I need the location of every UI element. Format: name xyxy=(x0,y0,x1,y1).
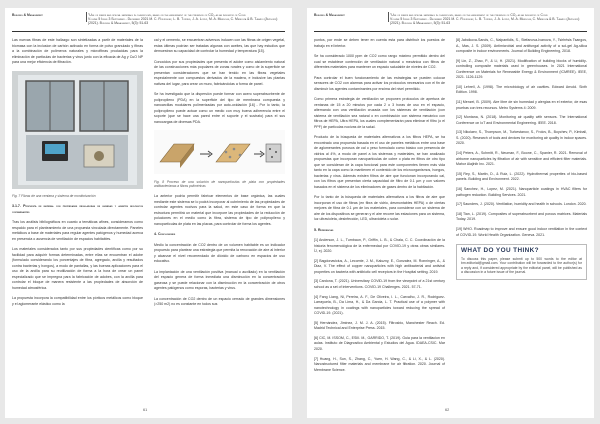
figure-caption: Fig. 7 Fibras de una ventana y sistema de monitorización xyxy=(12,194,96,198)
left-page xyxy=(5,8,292,418)
section-heading: 5. Referencias xyxy=(314,227,334,232)
reference-item: [3] Cardona, T. (2021). Universitary COVID-19 from the viewpoint of a 21st century school as a set of interventions. COVID-19 Challenges. 2021. 57-71. xyxy=(314,279,445,289)
paragraph: Medio la concentración de CO2 dentro de un volumen habitable es un indicador propuesto para plantear una estrategia que permita la renovación de aire al interior y alcanzar el nivel recomendado de dióxido de carbono en espacios de uso educativo. xyxy=(154,242,285,264)
paragraph: Se ha investigado que la dispersión puede formar con acero superabsorbente de polipropileno (PDA) en la superficie del tipo de membrana compuesta y nanoarcillas modulares polimerizadas por auto-oxidación [16] - Por lo tanto, la polipropileno puede actuar como un medio con muy buena adherencia entre el soporte (que se hace una pared entre el soporte y el sustrato) para el sus nanocargas de diversas PDA. xyxy=(154,92,285,124)
reference-item: [18] Tian, L. (2019). Composites of superabsorbent and porous matrices. Materials Today. 2019. xyxy=(456,211,587,222)
journal-section: Building & Management xyxy=(314,13,345,17)
paragraph: cal y el cemento, se encuentran adversos inducen con las fibras de origen vegetal, estas últimas podrían ser tratadas algunas con aceites, las que hay estudios que demuestran su capacidad de controlar la humedad y temperatura [15]. xyxy=(154,38,285,53)
paragraph: Conocidos por sus propiedades que presenta el adobe como aislamiento natural de las construcciones más populares de zonas rurales y como de la superficie se presentan consideraciones que se han tenido en las fibras vegetales especialmente con compuestos derivados de la madera, e inclusive las plantas nativas del lugar, para crear un muro, fabricándolas a forma de panel. xyxy=(154,59,285,86)
reference-item: [13] Nikolaev, S., Thompson, M., Turkestanov, S., Frolov, B., Boychev, P., Kimball, S. (2020). Research of tools and devices for monitoring air quality in indoor spaces. 2020. xyxy=(456,130,587,146)
reference-item: [15] Rey, S., Martin, D., & Ruiz, L. (2022). Hydrothermal properties of bio-based panels. Building and Environment. 2022. xyxy=(456,171,587,182)
reference-item: [14] Peters, A., Schmitt, R., Neuman, F., Boone, C., Spanier, R. 2021. Removal of airborne nanoparticles by filtration of air with sensitive and efficient filter materials. Mahor Alajlnib Inc. 2021. xyxy=(456,151,587,167)
box-title: WHAT DO YOU THINK? xyxy=(461,247,539,255)
paragraph: Como primera estrategia de ventilación se proponen protocolos de apertura de ventanas de 15 a 20 minutos por cada 2 o 3 horas de uso en el espacio, alternando con una ventilación cruzada con los sistemas de ventilación (con sistema de ventilación sea natural o en combinación con sistema mecánico con filtros de HEPA, Ultra HEPA, los cuales complementarán para eliminar el filtro (o el PPF) de partículas nocivas de la salud. xyxy=(314,97,445,129)
reference-item: [12] Montana, N. (2018). Monitoring air quality with sensors. The International Conference on IoT and Environmental Engineering. IEEE. 2018. xyxy=(456,115,587,125)
page-header xyxy=(12,12,285,32)
header-divider xyxy=(86,12,87,22)
paragraph: La anterior podría permitir fabricar elementos de base orgánica, las cuales mediante este sistema se lo podrá incorporar al cubrimiento de las propiedades de controlar agentes nocivos para la salud, en este caso de forma en que la estructura permitirá un material que incorpore las propiedades de la reducción de poluciones en el medio como la fibra, sistema de tipo de polipropileno y nanopartículas de plata en las placas, para controlar de forma los agentes. xyxy=(154,194,285,226)
reference-item: [6] CIC, M. ISSOM, C., ESIII. M., GARRIDO, T. (2019). Guia para la ventilacion en aulas. Instituto de Diagnostico Ambiental y Estudios del Agua. IDAEA-CSIC. Mar 2020. xyxy=(314,335,445,351)
reference-item: [10] Lehrell, A. (1998). The microbiology of air cavities. Edward Arnold. Sixth Edition. 1998. xyxy=(456,84,587,95)
right-page xyxy=(307,8,594,418)
paragraph: La implantación de una ventilación positiva (manual o auxiliado) en la ventilación del espacio genera de forma inmediata una disminución en la concentración gaseosa y se puede relacionar con la disminución en la concentración de otros agentes patógenos como esporas, bacterias y virus. xyxy=(154,269,285,291)
right-page-column-1 xyxy=(314,38,445,377)
reference-item: [16] Sanchez, H., Lopez, M. (2021). Nanoparticle coatings in HVAC filters for pathogen reduction. Building Services. 2021. xyxy=(456,187,587,197)
reference-item: [9] Lin, Z., Zhao, P., & Li, H. (2021). Modification of building blocks of humidity-controlling composite materials used in greenhouses. In 2021 International Conference on Materials for Renewable Energy & Environment (ICMREE). IEEE, 2021. 1126-1129. xyxy=(456,58,587,80)
nanoparticle-process-diagram xyxy=(154,130,285,174)
reference-item: [1] Anderson, J. L., Turnbaun, P., Griffin, L. B., & Chala, C. C. Coordinación de la historia fenomenológica de la enfermedad por COVID-19 y otras obras similares. ÍJ, ej. 2020. xyxy=(314,238,445,253)
paragraph: puntos, por ende se deben tener en cuenta esta para distribuir los puestos de trabajo en el interior. xyxy=(314,38,445,48)
journal-section: Building & Management xyxy=(12,13,43,17)
figure-7 xyxy=(12,71,143,192)
page-number: 61 xyxy=(143,408,148,412)
reference-list xyxy=(314,238,445,373)
what-do-you-think-box xyxy=(456,244,587,280)
figure-caption: Fig. 8 Proceso de una solución de nanopartículas de plata con propiedades antibacterianas a fibras poliméricas xyxy=(154,179,285,188)
paragraph: Por lo tanto de la búsqueda de materiales alternativos a los filtros de aire que incorporan el uso de fibras (en fibra de vidrio, desmontables HEPA) o de ciertas mejores de fibra de 0.1 µm de los materiales, para considerar con un sistema de aire de los dispositivos se generan y el aire recorre las estaciones para un sistema, luz ultravioleta, desinfección, LED, ultravioleta o solar. xyxy=(314,195,445,221)
article-meta: "Use of fibers and special materials in classrooms, based on the assessment of the presence of CO₂ as an indicator of Covid Volume 5 Issue 3 September - December 2021 M. C. Rodriguez, L. B. Torres, J. A. Lopez, M. A. Mendoza, C. Mendoza & B. Tamayo (Authors) (2021). Building & Management, 5(3): 51-63 xyxy=(390,13,580,26)
paragraph: La concentración de CO2 dentro de un espacio cerrado de grandes dimensiones (>250 m2) no es constante en todos sus xyxy=(154,296,285,307)
page-number: 62 xyxy=(445,408,450,412)
reference-item: [2] Bagdonavicius, A., Lecomte, J. M., Kaluzny, E., Gonzalez, M. Ronninger, A., & Diaz, V. The effect of copper nanoparticles with high antibacterial and antiviral properties on bacteria with antibiotic cell receptors in the Hospital setting. 2019. xyxy=(314,258,445,274)
paragraph: Los materiales considerados tanto por sus propiedades científicas como por su facilidad para adquirir formas determinadas, entre ellas se encuentran el adobe (formulado considerando los porcentajes de fibra, agregado, arcilla y resultados contra bacterias y hongos), a modo de pantallas, y las buenas aplicaciones para el uso de la arcilla para su reutilización de forma a la hora de crear un panel especializado que se impregna para la fabricación de adobes, con la arcilla para controlar el bloque de manera resistente a las propiedades de absorción de humedad atmosférica. xyxy=(12,247,143,290)
reference-item: [7] Huang, H., Sun, S., Zhang, C., Yuen, H. Wang, C., & Li, X., & L. (2020). Nanostructured filter materials and membrane for air filtration. 2020. Journal of Membrane Science. xyxy=(314,356,445,372)
section-heading: 3.1.7. Propuesta de material con propiedades reguladoras de humedad y agentes biológicos contaminantes xyxy=(12,204,143,214)
left-page-column-2 xyxy=(154,38,285,313)
paragraph: Para controlar el buen funcionamiento de las estrategias se pueden colocar sensores de CO2 con alarmas para activar los protocolos necesarios con el fin de disminuir los agentes contaminantes por encima del nivel permitido. xyxy=(314,75,445,91)
reference-list xyxy=(456,38,587,238)
box-body: To discuss this paper, please submit up to 500 words to the editor at bm.editorial@gmail.com. Your contribution will be forwarded to the author(s) for a reply and, if considered appropriate by the editorial panel, will be published as a discussion in a future issue of the journal. xyxy=(461,256,582,275)
reference-item: [19] WHO. Roadmap to improve and ensure good indoor ventilation in the context of COVID-19. World Health Organization. Geneva. 2021. xyxy=(456,227,587,237)
window-monitoring-photo xyxy=(12,71,143,189)
page-header xyxy=(314,12,587,32)
header-divider xyxy=(388,12,389,22)
figure-8 xyxy=(154,130,285,177)
paragraph: La propuesta incorpora la compatibilidad entre los pórticos metálicos como bloque y el aglomerante elástico como la xyxy=(12,296,143,306)
section-heading: 4. Conclusiones xyxy=(154,232,176,237)
paragraph: Tras los análisis bibliográficos en cuanto a temáticas afines, consideramos como respaldo para el planteamiento de una propuesta vinculada directamente. Paneles metálicos a base de materiales para regular agentes patógenos y humedad acerca en presencia o ausencia de ventilación de espacios habitables. xyxy=(12,220,143,241)
article-meta: "Use of fibers and special materials in classrooms, based on the assessment of the presence of CO₂ as an indicator of Covid Volume 5 Issue 3 September - December 2021 M. C. Rodriguez, L. B. Torres, J. A. Lopez, M. A. Mendoza, C. Mendoza & B. Tamayo (Authors) (2021). Building & Management, 5(3): 51-63 xyxy=(88,13,278,26)
paragraph: Las nuevas fibras de este hallazgo son sintetizadas a partir de materiales de la biomasa con la inclusion de carbón activado en forma de polvo granulado y fibras a la combinación de polímeros naturales y microfibras producidas para la eliminación de particulas de bacterias y virus junto con la eficacia de Ag y CuO NP para una mejor eficiencia de filtración. xyxy=(12,38,143,64)
left-page-column-1 xyxy=(12,38,143,312)
reference-item: [5] Hernández, Jiminez, J. M. J. A. (2015). Filtrosbio, Manchester Reach. Ed. Madrid Technical and Enterprise Press. 2015. xyxy=(314,320,445,331)
reference-item: [8] Jabcikova-Sands, C., Nalpantidis, S., Stefanova-Ivanova, Y., Tsirhrtsis Tsangos, A., Mas, J. S. (2009). Antimicrobial and antifungal activity of a sol-gel Ag-silica composite in indoor environments. Journal of Building Engineering, 2018. xyxy=(456,38,587,53)
reference-item: [4] Fang Liang, Ni, Pereira, A. F., De Oliveira, I. L., Carvalho, J. R., Rodriguez-Larrayuela, B., Da Lima, H., & Da Garcia, L. T. Practical use of a polymer with nanotechnology in coatings with nanoparticles toward reducing the spread of COVID-19. (2021). xyxy=(314,294,445,316)
right-page-column-2 xyxy=(456,38,587,280)
paragraph: Producto de la búsqueda de materiales alternativos a los filtros HEPA, se ha encontrado una propuesta basada en el uso de paneles metálicos entre una base de aglomerantes porosos de cal o yeso formulado como básico con presencia de vidrios al 4%, a modo de panel a los sistemas y materiales, se han analizado propuestas que incorporan nanopartículas de cobre o plata en filtros de otro tipo que se consideran de la capa funcional para este componentes tienen más vida tanto en la capa como la mantienen el contenido de los microorganismos, hongos, bacterias y virus. Además existen filtros de aire que funcionan incorporando cal, con los filtros que presentan cierta capacidad de filtro de 0.1 µm y con valores basados en el sistema de los eliminadores de gases dentro de la habitación. xyxy=(314,135,445,189)
reference-item: [11] Menzel, B. (2009). Aire libre de sin humedad y alergias en el exterior, de esas pruebas con tres recursos. Metro Systems 4: 2009. xyxy=(456,100,587,110)
reference-item: [17] Saunders, J. (2020). Ventilation, humidity and health in schools. London. 2020. xyxy=(456,202,587,207)
paragraph: Se ha considerado 1000 ppm de CO2 como rango máximo permitido dentro del cual se establece contención de ventilación natural o mecánica con filtros de diferentes materiales para mantener un espacio saludable de niveles de CO2. xyxy=(314,54,445,69)
